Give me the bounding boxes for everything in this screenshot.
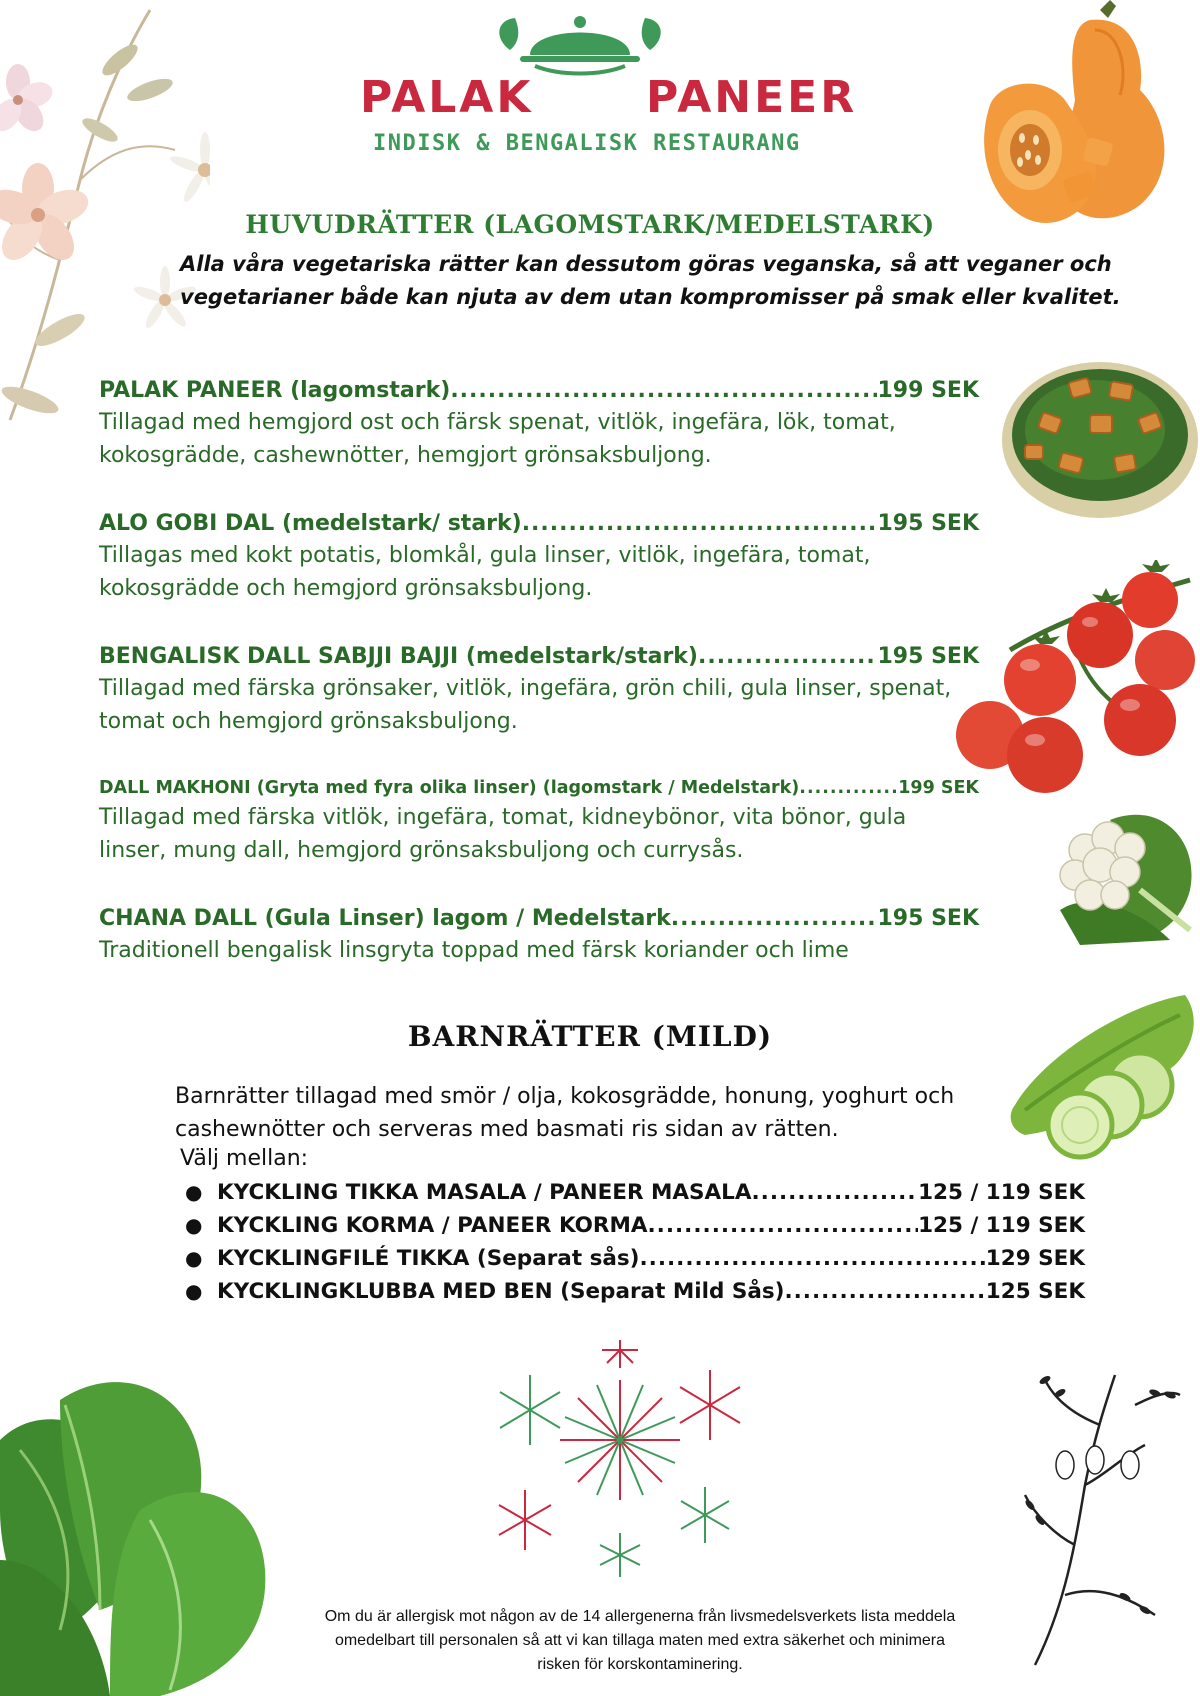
flower-branch-illustration: [0, 0, 210, 440]
dish-name: ALO GOBI DAL (medelstark/ stark): [99, 511, 522, 536]
dish-item: [99, 511, 979, 605]
dish-name: BENGALISK DALL SABJJI BAJJI (medelstark/stark): [99, 644, 698, 669]
kids-item-price: 125 SEK: [985, 1279, 1085, 1304]
allergy-notice: Om du är allergisk mot någon av de 14 allergenerna från livsmedelsverkets lista meddela omedelbart till personalen så att vi kan tillaga maten med extra säkerhet och minimera risken för korskontaminering.: [324, 1608, 956, 1673]
kids-menu-list: [185, 1180, 1085, 1312]
cloche-icon: [490, 10, 670, 80]
vegan-intro-text: Alla våra vegetariska rätter kan dessutom göras veganska, så att veganer och vegetarianer både kan njuta av dem utan kompromisser på smak eller kvalitet.: [180, 252, 1121, 309]
dot-leader: [522, 511, 878, 536]
dot-leader: [698, 644, 878, 669]
dot-leader: [640, 1246, 986, 1271]
kids-item-name: KYCKLINGFILÉ TIKKA (Separat sås): [217, 1246, 640, 1271]
dot-leader: [784, 1279, 985, 1304]
dish-price: 199 SEK: [898, 778, 979, 798]
restaurant-logo: [360, 10, 858, 156]
kids-menu-item: [185, 1180, 1085, 1213]
dish-item: [99, 778, 979, 867]
kids-menu-item: [185, 1279, 1085, 1312]
dish-price: 195 SEK: [877, 906, 979, 931]
palak-paneer-bowl-illustration: [1000, 355, 1200, 535]
dish-description: Traditionell bengalisk linsgryta toppad med färsk koriander och lime: [99, 938, 849, 963]
kids-item-name: KYCKLING KORMA / PANEER KORMA: [217, 1213, 648, 1238]
brand-name-left: PALAK: [360, 72, 534, 123]
dot-leader: [752, 1180, 919, 1205]
main-courses-heading: HUVUDRÄTTER (LAGOMSTARK/MEDELSTARK): [245, 210, 935, 239]
bullet-icon: ●: [185, 1246, 203, 1270]
dot-leader: [671, 906, 878, 931]
kids-menu-heading: BARNRÄTTER (MILD): [407, 1020, 773, 1053]
dish-description: Tillagad med färska vitlök, ingefära, tomat, kidneybönor, vita bönor, gula linser, mung dall, hemgjord grönsaksbuljong och currysås.: [99, 805, 907, 863]
dot-leader: [648, 1213, 919, 1238]
kids-item-name: KYCKLING TIKKA MASALA / PANEER MASALA: [217, 1180, 752, 1205]
herb-sketch-illustration: [1005, 1365, 1185, 1675]
kids-item-name: KYCKLINGKLUBBA MED BEN (Separat Mild Sås): [217, 1279, 785, 1304]
dot-leader: [450, 378, 877, 403]
kids-item-price: 125 / 119 SEK: [918, 1180, 1085, 1205]
dish-price: 195 SEK: [877, 644, 979, 669]
dish-name: CHANA DALL (Gula Linser) lagom / Medelstark: [99, 906, 671, 931]
kids-item-price: 129 SEK: [985, 1246, 1085, 1271]
dish-description: Tillagad med färska grönsaker, vitlök, ingefära, grön chili, gula linser, spenat, tomat och hemgjord grönsaksbuljong.: [99, 676, 952, 734]
kids-menu-item: [185, 1213, 1085, 1246]
brand-tagline: INDISK & BENGALISK RESTAURANG: [373, 131, 801, 156]
dish-description: Tillagad med hemgjord ost och färsk spenat, vitlök, ingefära, lök, tomat, kokosgrädde, cashewnötter, hemgjort grönsaksbuljong.: [99, 410, 896, 468]
bullet-icon: ●: [185, 1180, 203, 1204]
butternut-squash-illustration: [970, 0, 1195, 240]
dish-item: [99, 378, 979, 472]
dish-description: Tillagas med kokt potatis, blomkål, gula linser, vitlök, ingefära, tomat, kokosgrädde och hemgjord grönsaksbuljong.: [99, 543, 871, 601]
cherry-tomatoes-illustration: [950, 560, 1200, 800]
dish-name: PALAK PANEER (lagomstark): [99, 378, 451, 403]
dish-name: DALL MAKHONI (Gryta med fyra olika linser) (lagomstark / Medelstark): [99, 778, 800, 798]
dish-item: [99, 644, 979, 738]
spinach-leaves-illustration: [0, 1360, 270, 1696]
bullet-icon: ●: [185, 1213, 203, 1237]
choose-label: Välj mellan:: [180, 1146, 309, 1171]
zucchini-illustration: [1005, 985, 1200, 1160]
fireworks-illustration: [470, 1340, 770, 1590]
brand-name-right: PANEER: [646, 72, 858, 123]
dot-leader: [799, 778, 898, 798]
dish-item: [99, 906, 979, 967]
kids-menu-description: Barnrätter tillagad med smör / olja, kokosgrädde, honung, yoghurt och cashewnötter och serveras med basmati ris sidan av rätten.: [175, 1084, 955, 1142]
bullet-icon: ●: [185, 1279, 203, 1303]
kids-item-price: 125 / 119 SEK: [918, 1213, 1085, 1238]
dish-price: 195 SEK: [877, 511, 979, 536]
dish-price: 199 SEK: [877, 378, 979, 403]
kids-menu-item: [185, 1246, 1085, 1279]
cauliflower-illustration: [1050, 800, 1200, 950]
